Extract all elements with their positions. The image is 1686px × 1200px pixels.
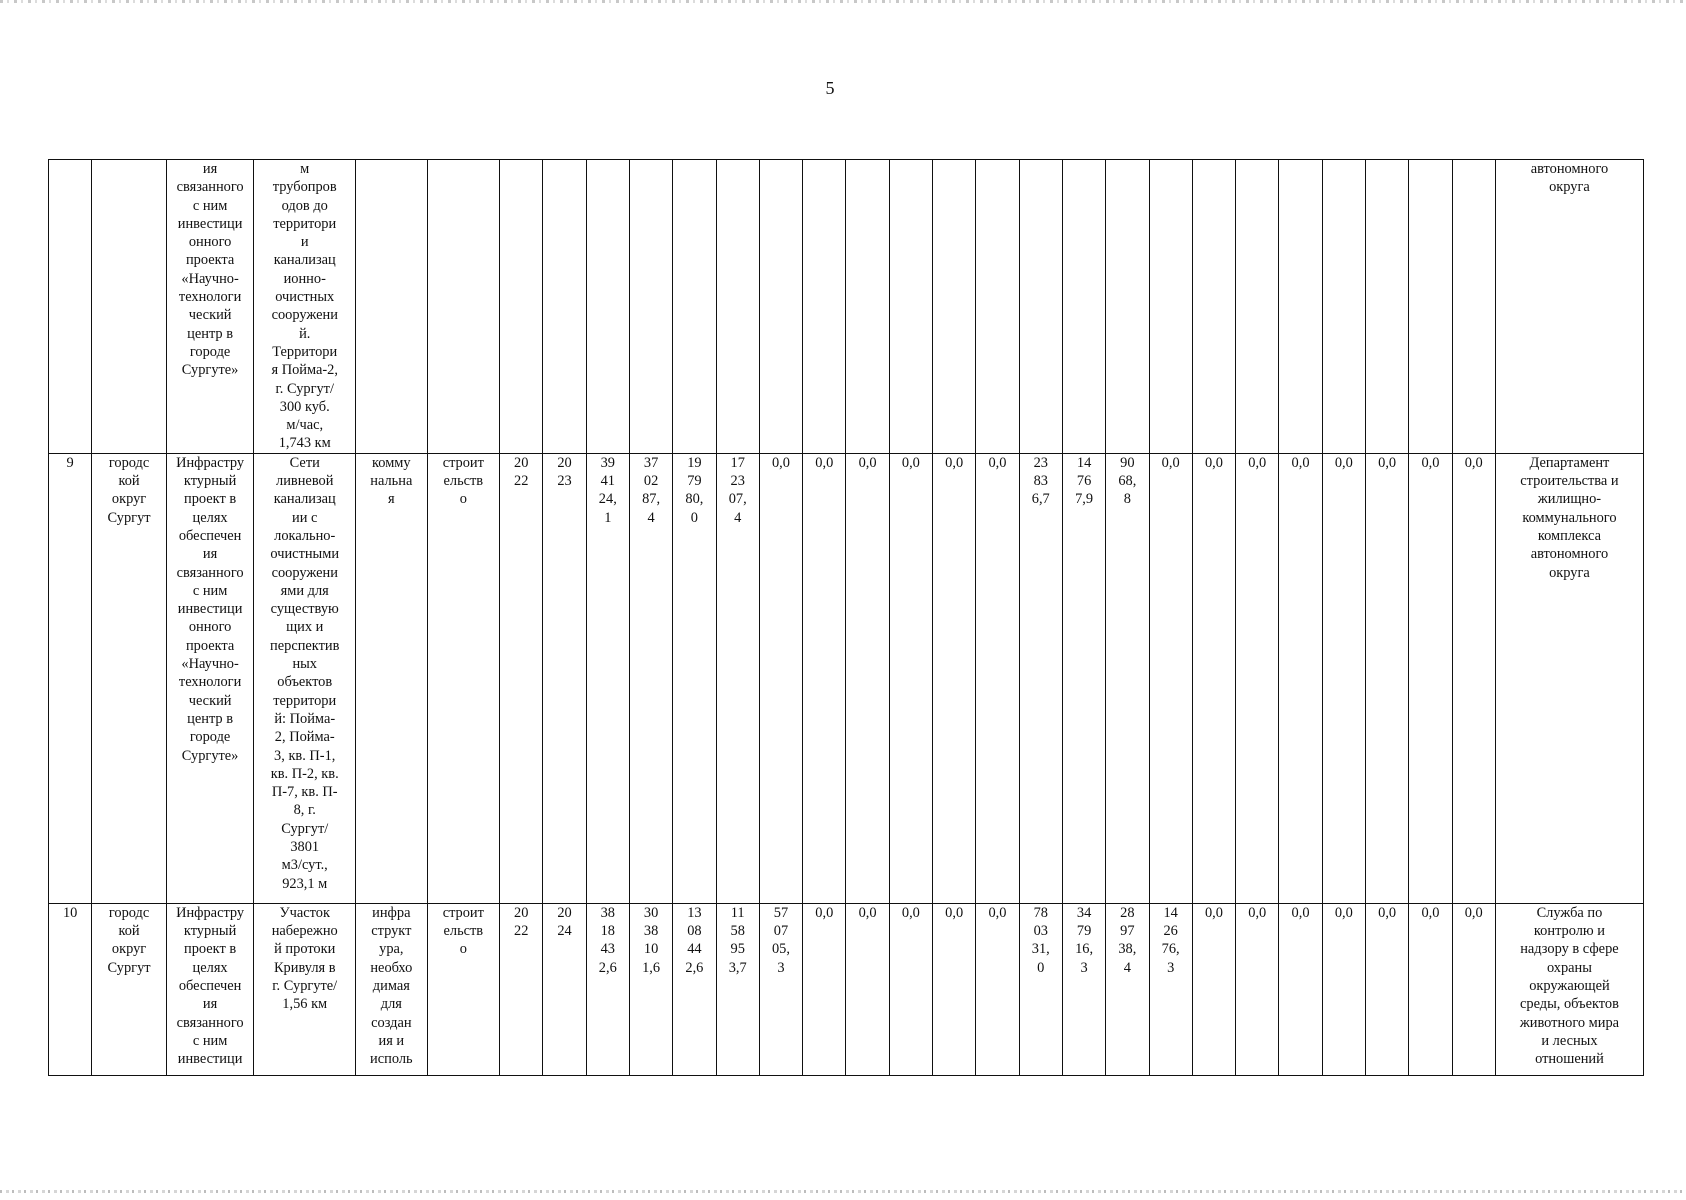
cell-value: 39 41 24, 1 [586,453,629,903]
cell-value [1236,160,1279,454]
cell-value: 0,0 [1409,903,1452,1075]
cell-project-name: Инфрастру ктурный проект в целях обеспечен ия связанного с ним инвестици [166,903,254,1075]
cell-municipality: городс кой округ Сургут [92,903,167,1075]
cell-municipality [92,160,167,454]
cell-value: 38 18 43 2,6 [586,903,629,1075]
cell-object: Участок набережно й протоки Кривуля в г. Сургуте/ 1,56 км [254,903,356,1075]
cell-value: 19 79 80, 0 [673,453,716,903]
data-table [48,159,1644,1076]
scan-edge-bottom [0,1190,1686,1193]
cell-value: 0,0 [889,453,932,903]
cell-work [427,160,500,454]
cell-value: 30 38 10 1,6 [629,903,672,1075]
cell-project-name: ия связанного с ним инвестици онного проекта «Научно- технологи ческий центр в городе Сургуте» [166,160,254,454]
cell-value: 0,0 [933,453,976,903]
cell-number [49,160,92,454]
cell-type: комму нальна я [356,453,427,903]
cell-value: 0,0 [1192,903,1235,1075]
cell-value [1279,160,1322,454]
cell-agency: Служба по контролю и надзору в сфере охраны окружающей среды, объектов животного мира и лесных отношений [1495,903,1643,1075]
cell-value: 0,0 [1279,453,1322,903]
cell-value: 0,0 [846,903,889,1075]
cell-object: Сети ливневой канализац ии с локально- очистными сооружени ями для существую щих и перспектив ных объектов территори й: Пойма- 2, Пойма- 3, кв. П-1, кв. П-2, кв. П-7, кв. П- 8, г. Сургут/ 3801 м3/сут., 923,1 м [254,453,356,903]
cell-value [1366,160,1409,454]
cell-year-end: 20 24 [543,903,586,1075]
cell-value: 0,0 [1366,903,1409,1075]
cell-work: строит ельств о [427,453,500,903]
cell-value: 0,0 [803,903,846,1075]
cell-value: 14 76 7,9 [1062,453,1105,903]
cell-municipality: городс кой округ Сургут [92,453,167,903]
cell-agency: Департамент строительства и жилищно- коммунального комплекса автономного округа [1495,453,1643,903]
cell-value: 0,0 [759,453,802,903]
cell-value [1192,160,1235,454]
cell-value [1106,160,1149,454]
cell-value: 57 07 05, 3 [759,903,802,1075]
cell-year-end [543,160,586,454]
cell-value: 0,0 [1409,453,1452,903]
cell-value: 0,0 [803,453,846,903]
cell-value: 37 02 87, 4 [629,453,672,903]
cell-value: 17 23 07, 4 [716,453,759,903]
cell-value [759,160,802,454]
cell-type: инфра структ ура, необхо димая для создан ия и исполь [356,903,427,1075]
cell-value: 11 58 95 3,7 [716,903,759,1075]
cell-value: 0,0 [1452,453,1495,903]
cell-value [1452,160,1495,454]
cell-year-start: 20 22 [500,903,543,1075]
cell-value [976,160,1019,454]
cell-work: строит ельств о [427,903,500,1075]
cell-value: 0,0 [1452,903,1495,1075]
cell-value: 0,0 [1279,903,1322,1075]
cell-value [629,160,672,454]
cell-value: 0,0 [889,903,932,1075]
cell-year-start: 20 22 [500,453,543,903]
cell-value [1322,160,1365,454]
table-row-continued [49,160,1644,454]
cell-object: м трубопров одов до территори и канализац ионно- очистных сооружени й. Территори я Пойма-2, г. Сургут/ 300 куб. м/час, 1,743 км [254,160,356,454]
cell-type [356,160,427,454]
cell-value: 0,0 [1236,453,1279,903]
cell-agency: автономного округа [1495,160,1643,454]
cell-value: 0,0 [1236,903,1279,1075]
table-row [49,453,1644,903]
cell-value: 13 08 44 2,6 [673,903,716,1075]
cell-value: 34 79 16, 3 [1062,903,1105,1075]
cell-value: 23 83 6,7 [1019,453,1062,903]
cell-number: 9 [49,453,92,903]
cell-value: 0,0 [1149,453,1192,903]
cell-value [716,160,759,454]
cell-year-end: 20 23 [543,453,586,903]
cell-value: 0,0 [1192,453,1235,903]
cell-value [803,160,846,454]
cell-value [1019,160,1062,454]
cell-value: 0,0 [846,453,889,903]
cell-value: 0,0 [976,453,1019,903]
page-number: 5 [825,78,835,98]
scan-edge-top [0,0,1686,3]
cell-value [846,160,889,454]
cell-value: 28 97 38, 4 [1106,903,1149,1075]
cell-value [1409,160,1452,454]
cell-value: 0,0 [933,903,976,1075]
cell-value [889,160,932,454]
cell-value [933,160,976,454]
cell-value: 0,0 [1322,903,1365,1075]
cell-value: 90 68, 8 [1106,453,1149,903]
cell-value: 0,0 [1322,453,1365,903]
cell-value [673,160,716,454]
cell-value: 78 03 31, 0 [1019,903,1062,1075]
cell-number: 10 [49,903,92,1075]
cell-value: 0,0 [976,903,1019,1075]
cell-value [1149,160,1192,454]
cell-value [1062,160,1105,454]
cell-value: 14 26 76, 3 [1149,903,1192,1075]
cell-value [586,160,629,454]
cell-value: 0,0 [1366,453,1409,903]
cell-year-start [500,160,543,454]
cell-project-name: Инфрастру ктурный проект в целях обеспечен ия связанного с ним инвестици онного проекта «Научно- технологи ческий центр в городе Сургуте» [166,453,254,903]
table-row [49,903,1644,1075]
